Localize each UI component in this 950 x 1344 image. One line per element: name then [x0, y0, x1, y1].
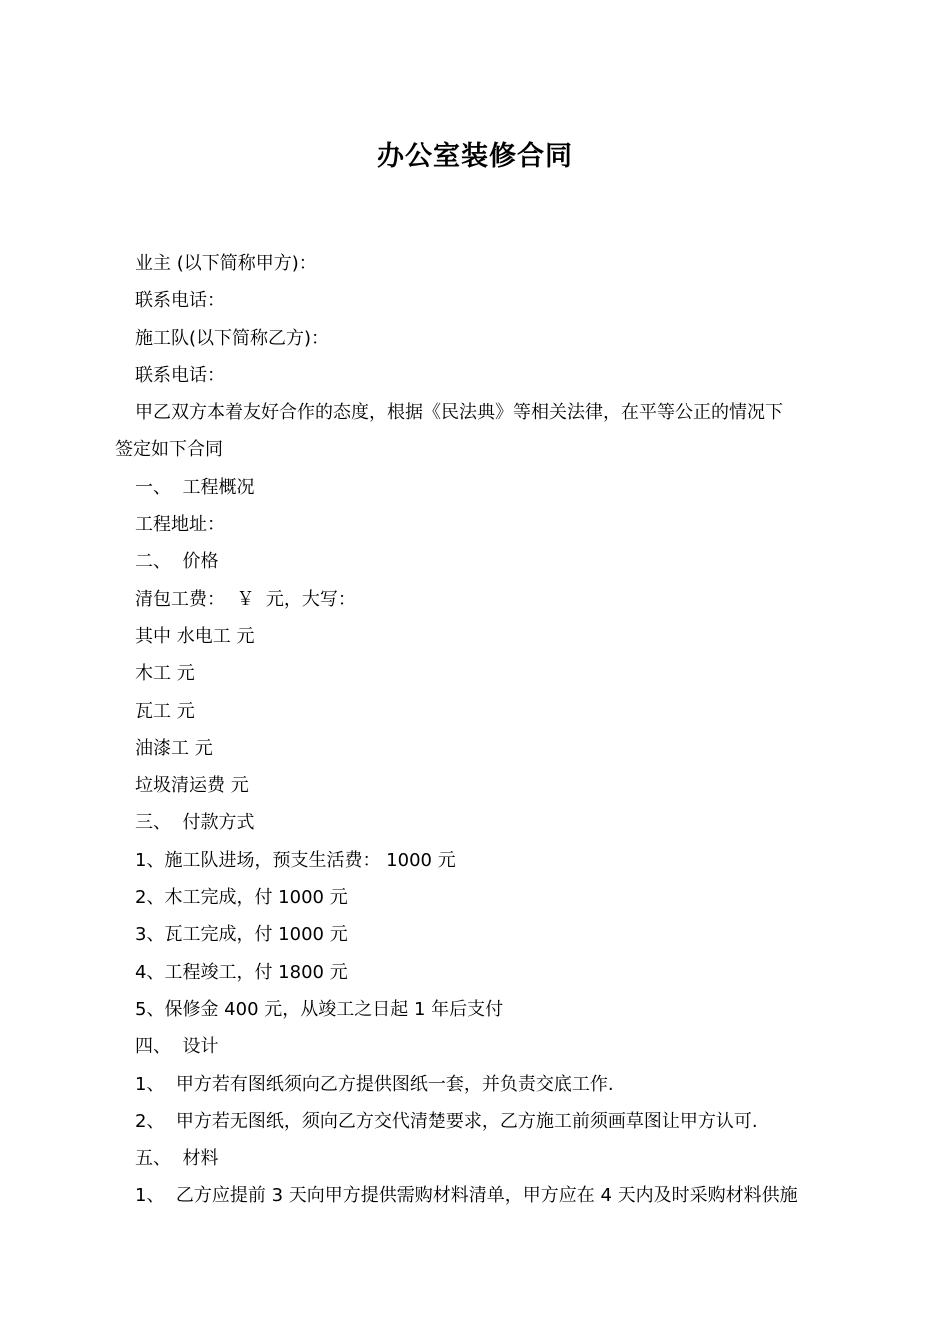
text-line-painting: 油漆工 元 [135, 737, 213, 759]
text-line-tiling: 瓦工 元 [135, 700, 195, 722]
text-line-address: 工程地址： [135, 514, 225, 536]
list-item-payment-5: 5、保修金 400 元，从竣工之日起 1 年后支付 [135, 998, 504, 1020]
list-item-design-1: 1、 甲方若有图纸须向乙方提供图纸一套，并负责交底工作. [135, 1073, 614, 1095]
text-line-plumbing-electric: 其中 水电工 元 [135, 625, 255, 647]
list-item-design-2: 2、 甲方若无图纸，须向乙方交代清楚要求，乙方施工前须画草图让甲方认可. [135, 1110, 758, 1132]
text-line-preamble: 甲乙双方本着友好合作的态度，根据《民法典》等相关法律，在平等公正的情况下 [135, 402, 783, 424]
text-line-carpentry: 木工 元 [135, 663, 195, 685]
text-line-contractor: 施工队(以下简称乙方)： [135, 327, 330, 349]
text-line-preamble-continued: 签定如下合同 [115, 439, 223, 461]
text-line-owner: 业主 (以下简称甲方)： [135, 253, 317, 274]
section-heading-payment: 三、 付款方式 [135, 812, 255, 834]
list-item-materials-1: 1、 乙方应提前 3 天向甲方提供需购材料清单，甲方应在 4 天内及时采购材料供施 [135, 1185, 798, 1207]
section-heading-materials: 五、 材料 [135, 1148, 219, 1170]
section-heading-design: 四、 设计 [135, 1036, 219, 1058]
text-line-labor-fee: 清包工费： ￥ 元，大写： [135, 588, 356, 610]
text-line-owner-phone: 联系电话： [135, 290, 225, 312]
text-line-contractor-phone: 联系电话： [135, 364, 225, 386]
list-item-payment-3: 3、瓦工完成，付 1000 元 [135, 924, 348, 946]
section-heading-overview: 一、 工程概况 [135, 476, 255, 498]
text-line-waste-removal: 垃圾清运费 元 [135, 775, 249, 797]
document-body [115, 245, 840, 1215]
section-heading-price: 二、 价格 [135, 551, 219, 573]
list-item-payment-2: 2、木工完成，付 1000 元 [135, 887, 348, 909]
list-item-payment-1: 1、施工队进场，预支生活费： 1000 元 [135, 849, 456, 871]
document-title: 办公室装修合同 [377, 141, 573, 172]
list-item-payment-4: 4、工程竣工，付 1800 元 [135, 961, 348, 983]
